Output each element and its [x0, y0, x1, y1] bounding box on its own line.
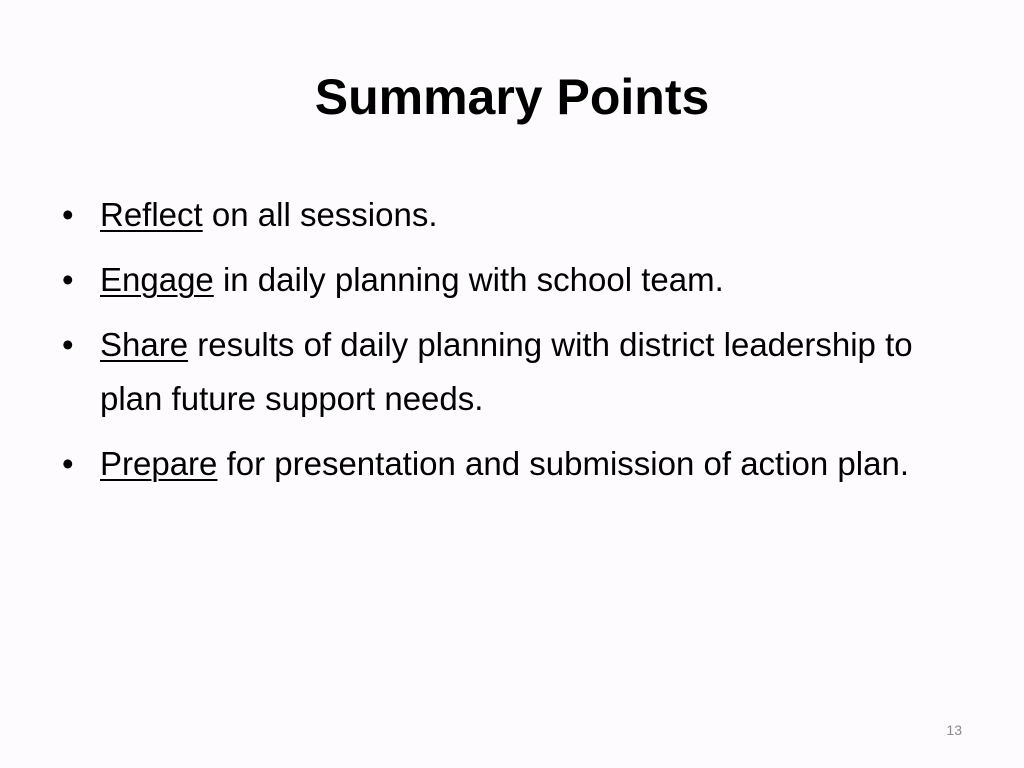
bullet-keyword: Prepare	[100, 445, 218, 482]
bullet-icon: •	[62, 196, 74, 233]
bullet-keyword: Engage	[100, 261, 214, 298]
bullet-item-prepare	[60, 437, 920, 491]
bullet-list	[60, 188, 920, 502]
slide-number: 13	[946, 722, 962, 738]
bullet-icon: •	[62, 445, 74, 482]
bullet-item-engage	[60, 253, 920, 307]
bullet-icon: •	[62, 326, 74, 363]
bullet-text: in daily planning with school team.	[213, 261, 724, 298]
bullet-item-share	[60, 318, 920, 426]
bullet-text: on all sessions.	[202, 196, 438, 233]
bullet-text: results of daily planning with district leadership to plan future support needs.	[100, 326, 913, 417]
bullet-item-reflect	[60, 188, 920, 242]
slide-title: Summary Points	[314, 69, 710, 125]
bullet-keyword: Share	[100, 326, 189, 363]
bullet-keyword: Reflect	[100, 196, 203, 233]
bullet-text: for presentation and submission of action plan.	[217, 445, 909, 482]
bullet-icon: •	[62, 261, 74, 298]
